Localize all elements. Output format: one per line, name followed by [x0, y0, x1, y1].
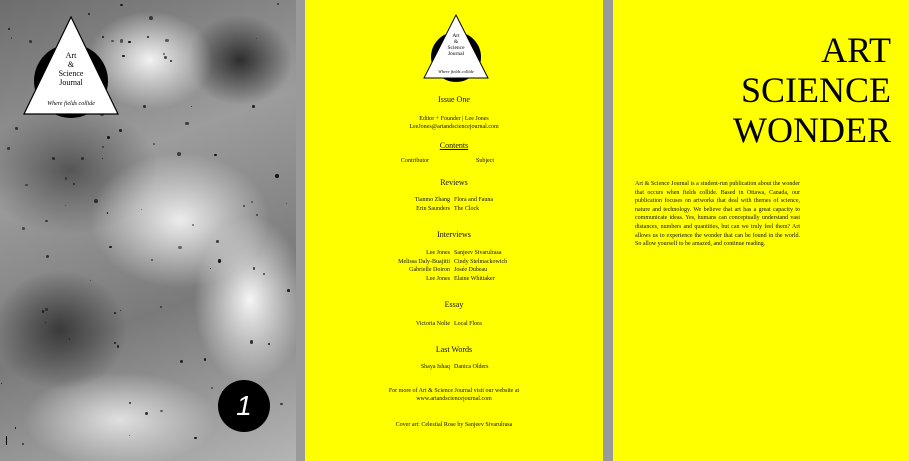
- cover-page[interactable]: [0, 0, 296, 461]
- intro-page[interactable]: [613, 0, 909, 461]
- logo-line-art: Art: [65, 51, 77, 60]
- nebula-speck: [52, 157, 55, 160]
- nebula-speck: [94, 199, 98, 203]
- nebula-speck: [151, 259, 153, 261]
- nebula-speck: [251, 201, 253, 203]
- subject-name: Elaine Whittaker: [454, 275, 495, 282]
- nebula-speck: [287, 289, 290, 292]
- contents-heading: Contents: [439, 141, 469, 150]
- nebula-speck: [73, 183, 75, 185]
- nebula-speck: [268, 343, 270, 345]
- about-paragraph: Art & Science Journal is a student-run publication about the wonder that occurs when fields collide. Based in Ottawa, Canada, our publication focuses on artworks that deal with themes of science, nature and technology. We believe that art has a great capacity to communicate ideas. Yes, humans can conceptually understand vast distances, numbers and quantities, but can we truly feel them? Art allows us to experience the wonder that can be found in the world. So allow yourself to be amazed, and continue reading.: [635, 181, 800, 248]
- nebula-speck: [22, 443, 24, 445]
- nebula-speck: [145, 412, 148, 415]
- nebula-speck: [45, 308, 48, 311]
- nebula-speck: [15, 427, 17, 429]
- nebula-speck: [88, 13, 90, 15]
- nebula-speck: [65, 177, 67, 179]
- nebula-speck: [256, 38, 257, 39]
- logo-line-amp: &: [453, 39, 459, 45]
- nebula-speck: [122, 55, 125, 58]
- nebula-speck: [128, 41, 131, 44]
- email-link[interactable]: LeeJones@artandsciencejournal.com: [409, 124, 499, 130]
- nebula-speck: [69, 338, 71, 340]
- nebula-speck: [252, 105, 255, 108]
- nebula-speck: [204, 358, 206, 360]
- issue-number-badge: 1: [218, 380, 270, 432]
- subject-name: Danica Olders: [454, 364, 489, 370]
- contributor-name: Erin Saunders: [416, 205, 450, 212]
- nebula-speck: [280, 403, 282, 405]
- nebula-speck: [90, 280, 91, 281]
- subject-column-header: Subject: [476, 158, 494, 164]
- nebula-speck: [192, 224, 195, 227]
- title-line-art: ART: [821, 30, 891, 70]
- nebula-speck: [129, 435, 130, 436]
- reviews-title: Reviews: [440, 178, 468, 187]
- nebula-speck: [11, 37, 13, 39]
- nebula-speck: [120, 39, 123, 42]
- editor-line: Editor + Founder | Lee Jones: [419, 116, 489, 122]
- nebula-speck: [114, 342, 117, 345]
- logo-line-amp: &: [67, 60, 75, 69]
- nebula-speck: [81, 157, 84, 160]
- title-line-wonder: WONDER: [733, 110, 891, 150]
- issue-title: Issue One: [438, 95, 470, 104]
- nebula-speck: [102, 146, 104, 148]
- logo-tagline: Where fields collide: [438, 69, 474, 74]
- cover-credit: Cover art: Celestial Rose by Sanjeev Sivarulrasa: [395, 422, 513, 428]
- nebula-speck: [117, 345, 120, 348]
- contributor-name: Victoria Nolte: [415, 321, 450, 327]
- nebula-speck: [107, 136, 110, 139]
- subject-name: Cindy Stelmackowich: [454, 258, 508, 265]
- nebula-speck: [120, 4, 122, 6]
- nebula-speck: [141, 209, 142, 210]
- nebula-speck: [170, 60, 172, 62]
- subject-name: Josée Dubeau: [454, 267, 488, 273]
- nebula-speck: [109, 246, 111, 248]
- contributor-name: Lee Jones: [426, 275, 450, 282]
- nebula-speck: [8, 28, 10, 30]
- nebula-speck: [65, 205, 66, 206]
- nebula-speck: [22, 227, 25, 230]
- nebula-speck: [102, 158, 103, 159]
- website-link[interactable]: www.artandsciencejournal.com: [416, 396, 492, 402]
- logo-line-art: Art: [452, 33, 460, 39]
- nebula-speck: [42, 310, 45, 313]
- nebula-speck: [210, 268, 211, 269]
- title-line-science: SCIENCE: [740, 70, 891, 110]
- nebula-speck: [253, 267, 255, 269]
- nebula-speck: [165, 39, 169, 43]
- nebula-speck: [119, 129, 122, 132]
- nebula-speck: [46, 255, 49, 258]
- nebula-speck: [163, 53, 165, 55]
- subject-name: Sanjeev Sivarulrasa: [454, 250, 502, 256]
- subject-name: Local Flora: [454, 321, 482, 327]
- nebula-speck: [1, 383, 3, 385]
- contributor-name: Gabrielle Doiron: [409, 267, 450, 273]
- nebula-speck: [191, 106, 193, 108]
- nebula-speck: [211, 387, 212, 388]
- more-info-line: For more of Art & Science Journal visit our website at: [388, 388, 520, 394]
- nebula-speck: [160, 410, 162, 412]
- contributor-name: Lee Jones: [426, 250, 450, 256]
- nebula-speck: [15, 127, 17, 129]
- logo-line-science: Science: [58, 69, 84, 78]
- nebula-speck: [7, 147, 10, 150]
- contributor-name: Shaya Ishaq: [420, 364, 450, 370]
- nebula-speck: [147, 36, 149, 38]
- subject-name: Flora and Fauna: [454, 197, 493, 203]
- nebula-speck: [120, 310, 121, 311]
- nebula-speck: [218, 259, 222, 263]
- logo-line-journal: Journal: [447, 51, 465, 57]
- nebula-speck: [194, 437, 196, 439]
- nebula-speck: [250, 340, 254, 344]
- logo-line-journal: Journal: [59, 78, 83, 87]
- contributor-name: Tianmo Zhang: [414, 197, 450, 203]
- nebula-speck: [286, 203, 288, 205]
- nebula-speck: [160, 306, 162, 308]
- nebula-speck: [129, 402, 132, 405]
- contributor-name: Melissa Daly-Buajitti: [398, 258, 450, 265]
- logo-line-science: Science: [447, 45, 465, 51]
- journal-logo: [22, 16, 120, 116]
- last-words-title: Last Words: [435, 345, 473, 354]
- nebula-speck: [143, 105, 146, 108]
- nebula-speck: [256, 214, 258, 216]
- nebula-speck: [185, 122, 188, 125]
- nebula-speck: [263, 273, 265, 275]
- nebula-speck: [243, 205, 245, 207]
- nebula-speck: [216, 240, 219, 243]
- journal-logo-small: [423, 14, 489, 80]
- nebula-speck: [214, 154, 216, 156]
- text-cursor: [6, 436, 7, 445]
- nebula-speck: [107, 212, 108, 213]
- subject-name: The Clock: [454, 205, 480, 212]
- nebula-speck: [114, 312, 116, 314]
- nebula-speck: [164, 56, 167, 59]
- nebula-speck: [275, 174, 279, 178]
- nebula-speck: [180, 360, 184, 364]
- nebula-speck: [45, 220, 47, 222]
- nebula-speck: [178, 246, 181, 249]
- nebula-speck: [45, 322, 46, 323]
- nebula-speck: [277, 3, 279, 5]
- contributor-column-header: Contributor: [401, 158, 429, 164]
- nebula-speck: [149, 16, 153, 20]
- logo-tagline: Where fields collide: [47, 101, 95, 107]
- contents-page[interactable]: [305, 0, 603, 461]
- nebula-speck: [25, 184, 28, 187]
- essay-title: Essay: [444, 300, 464, 309]
- interviews-title: Interviews: [437, 230, 471, 239]
- page-title: [733, 30, 891, 150]
- nebula-speck: [153, 143, 155, 145]
- nebula-speck: [177, 152, 181, 156]
